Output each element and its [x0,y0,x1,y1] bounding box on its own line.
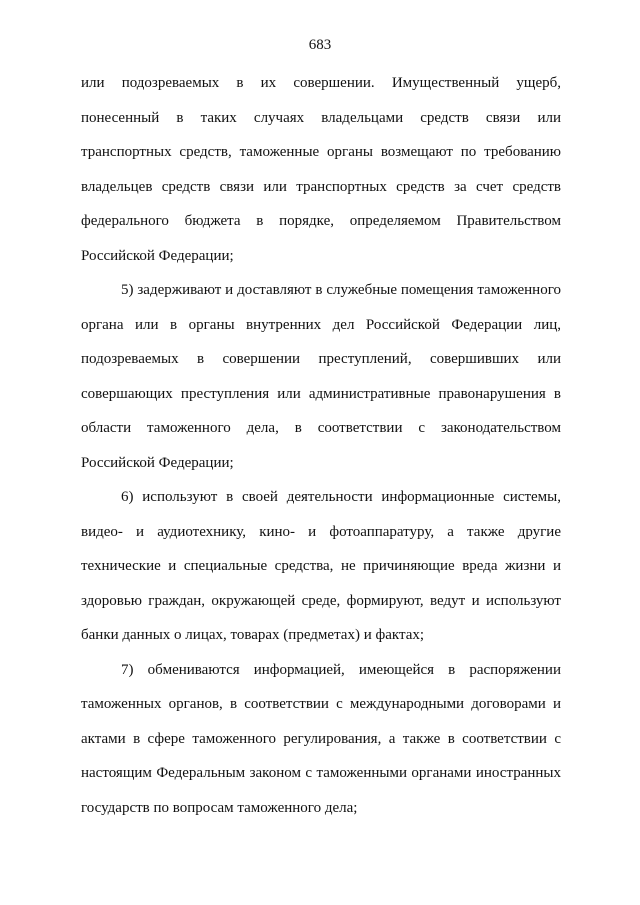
page-number: 683 [308,37,332,53]
document-body [81,66,561,825]
paragraph-item-5: 5) задерживают и доставляют в служебные помещения таможенного органа или в органы внутренних дел Российской Федерации лиц, подозреваемых в совершении преступлений, совершивших или совершающих преступления или административные правонарушения в области таможенного дела, в соответствии с законодательством Российской Федерации; [81,282,561,471]
paragraph-item-6: 6) используют в своей деятельности информационные системы, видео- и аудиотехнику, кино- и фотоаппаратуру, а также другие технические и специальные средства, не причиняющие вреда жизни и здоровью граждан, окружающей среде, формируют, ведут и используют банки данных о лицах, товарах (предметах) и фактах; [81,489,561,643]
paragraph-continuation: или подозреваемых в их совершении. Имущественный ущерб, понесенный в таких случаях владельцами средств связи или транспортных средств, таможенные органы возмещают по требованию владельцев средств связи или транспортных средств за счет средств федерального бюджета в порядке, определяемом Правительством Российской Федерации; [81,75,561,264]
paragraph-item-7: 7) обмениваются информацией, имеющейся в распоряжении таможенных органов, в соответствии с международными договорами и актами в сфере таможенного регулирования, а также в соответствии с настоящим Федеральным законом с таможенными органами иностранных государств по вопросам таможенного дела; [81,661,561,816]
